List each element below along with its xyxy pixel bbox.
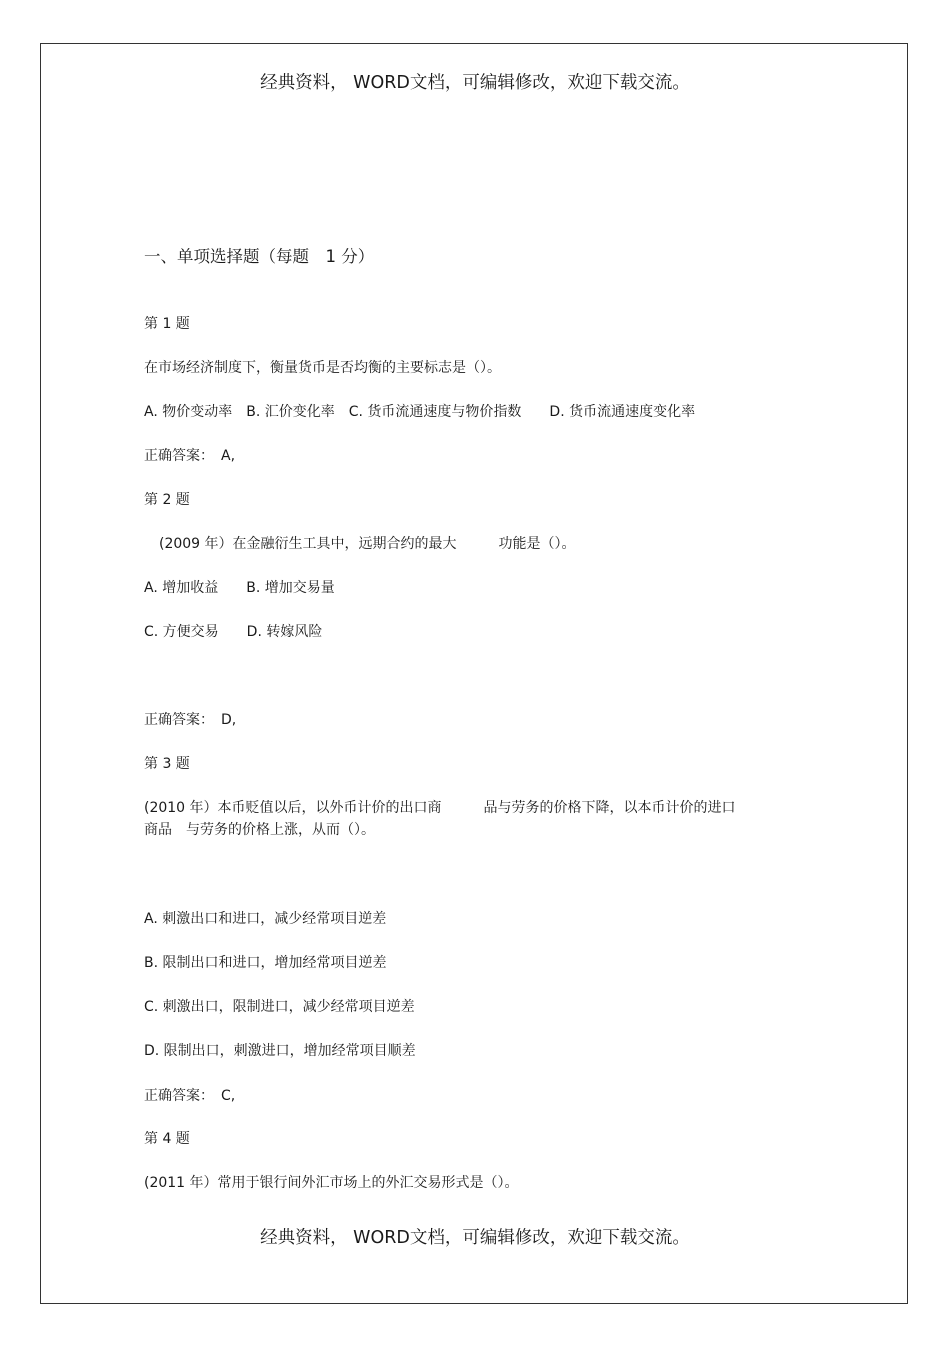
question-3-answer: 正确答案： C, — [144, 1088, 236, 1104]
question-3-stem-line-2: 商品 与劳务的价格上涨，从而（）。 — [144, 822, 375, 838]
question-1-stem: 在市场经济制度下，衡量货币是否均衡的主要标志是（）。 — [144, 360, 501, 376]
question-4-stem: (2011 年）常用于银行间外汇市场上的外汇交易形式是（）。 — [144, 1175, 519, 1191]
header-banner: 经典资料， WORD文档，可编辑修改，欢迎下载交流。 — [260, 73, 690, 93]
question-2-number: 第 2 题 — [144, 492, 190, 508]
question-3-option-b: B. 限制出口和进口，增加经常项目逆差 — [144, 955, 387, 971]
question-3-number: 第 3 题 — [144, 756, 190, 772]
question-1-number: 第 1 题 — [144, 316, 190, 332]
footer-banner: 经典资料， WORD文档，可编辑修改，欢迎下载交流。 — [260, 1228, 690, 1248]
question-1-options: A. 物价变动率 B. 汇价变化率 C. 货币流通速度与物价指数 D. 货币流通速度变化率 — [144, 404, 696, 420]
question-2-options-row-2: C. 方便交易 D. 转嫁风险 — [144, 624, 323, 640]
question-3-option-d: D. 限制出口，刺激进口，增加经常项目顺差 — [144, 1043, 416, 1059]
question-3-option-c: C. 刺激出口，限制进口，减少经常项目逆差 — [144, 999, 415, 1015]
page-border — [40, 43, 908, 1304]
section-title: 一、单项选择题（每题 1 分） — [144, 247, 375, 266]
question-2-options-row-1: A. 增加收益 B. 增加交易量 — [144, 580, 335, 596]
question-3-option-a: A. 刺激出口和进口，减少经常项目逆差 — [144, 911, 387, 927]
question-4-number: 第 4 题 — [144, 1131, 190, 1147]
question-3-stem-line-1: (2010 年）本币贬值以后，以外币计价的出口商 品与劳务的价格下降，以本币计价的进口 — [144, 800, 736, 816]
question-2-stem: (2009 年）在金融衍生工具中，远期合约的最大 功能是（）。 — [159, 536, 576, 552]
question-2-answer: 正确答案： D, — [144, 712, 237, 728]
question-1-answer: 正确答案： A, — [144, 448, 236, 464]
